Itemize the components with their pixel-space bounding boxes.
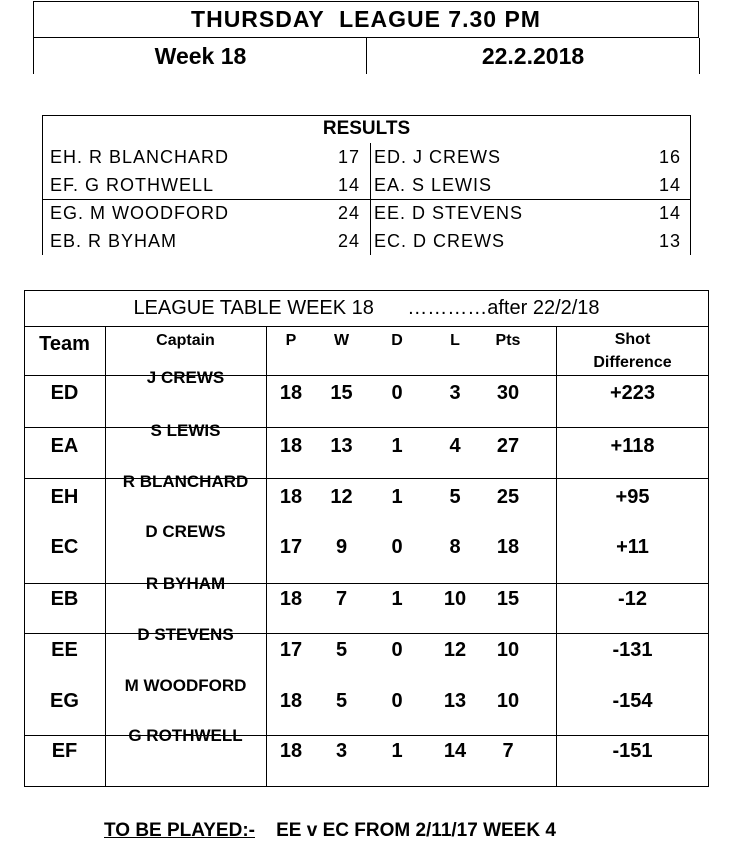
cell-captain: R BYHAM	[145, 574, 226, 593]
header-played: P	[285, 332, 297, 349]
cell-lost: 14	[443, 739, 467, 762]
result-team: EG. M WOODFORD	[50, 202, 229, 223]
cell-played: 18	[279, 689, 303, 712]
result-left-row	[42, 227, 370, 255]
league-table	[24, 290, 709, 787]
results-block	[42, 115, 691, 255]
cell-points: 25	[496, 485, 520, 508]
result-score: 16	[658, 146, 681, 167]
cell-shot-difference: -154	[612, 689, 653, 712]
cell-team: EC	[50, 535, 79, 558]
result-team: EB. R BYHAM	[50, 230, 178, 251]
header-lost: L	[450, 332, 460, 349]
cell-shot-difference: +11	[616, 535, 649, 558]
to-be-played-label: TO BE PLAYED:-	[104, 820, 255, 841]
cell-drawn: 1	[391, 485, 403, 508]
cell-played: 18	[279, 739, 303, 762]
cell-played: 17	[279, 638, 303, 661]
result-score: 14	[658, 202, 681, 223]
result-team: ED. J CREWS	[374, 146, 502, 167]
cell-won: 5	[335, 689, 348, 712]
header-shot: Shot	[614, 331, 651, 348]
cell-played: 18	[279, 485, 303, 508]
cell-team: EB	[50, 587, 79, 610]
cell-team: EE	[51, 638, 78, 661]
header-team: Team	[39, 333, 90, 355]
cell-drawn: 1	[391, 434, 403, 457]
cell-points: 10	[496, 638, 520, 661]
cell-shot-difference: -12	[618, 587, 647, 610]
cell-shot-difference: +95	[615, 485, 650, 508]
cell-lost: 8	[449, 535, 461, 558]
header-info-row	[33, 37, 699, 74]
cell-points: 30	[496, 381, 520, 404]
result-team: EF. G ROTHWELL	[50, 174, 215, 195]
cell-drawn: 0	[391, 638, 403, 661]
header-block	[33, 1, 699, 73]
header-drawn: D	[391, 332, 403, 349]
cell-points: 27	[496, 434, 520, 457]
header-difference: Difference	[593, 354, 672, 371]
cell-points: 10	[496, 689, 520, 712]
cell-lost: 13	[443, 689, 467, 712]
cell-drawn: 0	[391, 535, 403, 558]
cell-won: 5	[335, 638, 348, 661]
cell-points: 15	[496, 587, 520, 610]
cell-team: EG	[50, 689, 79, 712]
cell-lost: 10	[443, 587, 467, 610]
cell-shot-difference: -151	[612, 739, 653, 762]
cell-shot-difference: -131	[612, 638, 653, 661]
cell-won: 3	[335, 739, 348, 762]
cell-captain: G ROTHWELL	[128, 726, 243, 745]
cell-points: 7	[502, 739, 514, 762]
cell-captain: R BLANCHARD	[122, 472, 249, 491]
header-won: W	[333, 332, 350, 349]
result-right-row	[366, 171, 691, 199]
cell-lost: 12	[443, 638, 467, 661]
result-score: 14	[337, 174, 360, 195]
result-left-row	[42, 199, 370, 227]
cell-drawn: 0	[391, 689, 403, 712]
cell-captain: J CREWS	[146, 368, 225, 387]
result-left-row	[42, 143, 370, 171]
cell-lost: 5	[449, 485, 461, 508]
cell-drawn: 1	[391, 739, 403, 762]
header-points: Pts	[495, 332, 521, 349]
cell-lost: 4	[449, 434, 461, 457]
cell-drawn: 1	[391, 587, 403, 610]
result-team: EE. D STEVENS	[374, 202, 524, 223]
cell-won: 9	[335, 535, 348, 558]
cell-won: 7	[335, 587, 348, 610]
result-right-row	[366, 227, 691, 255]
result-score: 13	[658, 230, 681, 251]
cell-played: 18	[279, 434, 303, 457]
result-score: 14	[658, 174, 681, 195]
cell-captain: D CREWS	[145, 522, 226, 541]
cell-played: 18	[279, 587, 303, 610]
cell-shot-difference: +118	[610, 434, 655, 457]
cell-won: 15	[330, 381, 353, 404]
cell-captain: S LEWIS	[150, 421, 221, 440]
cell-team: ED	[50, 381, 79, 404]
cell-won: 12	[330, 485, 353, 508]
result-team: EA. S LEWIS	[374, 174, 493, 195]
cell-points: 18	[496, 535, 520, 558]
cell-captain: D STEVENS	[137, 625, 234, 644]
cell-team: EH	[50, 485, 79, 508]
league-title: THURSDAY LEAGUE 7.30 PM	[33, 1, 699, 37]
cell-lost: 3	[449, 381, 461, 404]
result-score: 17	[337, 146, 360, 167]
result-team: EH. R BLANCHARD	[50, 146, 230, 167]
result-team: EC. D CREWS	[374, 230, 506, 251]
week-label: Week 18	[33, 38, 367, 74]
cell-team: EA	[50, 434, 79, 457]
cell-captain: M WOODFORD	[124, 676, 247, 695]
result-right-row	[366, 143, 691, 171]
cell-played: 17	[279, 535, 303, 558]
cell-shot-difference: +223	[609, 381, 656, 404]
date-label: 22.2.2018	[366, 38, 700, 74]
result-score: 24	[337, 230, 360, 251]
result-score: 24	[337, 202, 360, 223]
result-left-row	[42, 171, 370, 199]
results-title: RESULTS	[322, 118, 411, 139]
cell-played: 18	[279, 381, 303, 404]
to-be-played-text: EE v EC FROM 2/11/17 WEEK 4	[254, 820, 556, 841]
cell-won: 13	[330, 434, 353, 457]
cell-team: EF	[51, 739, 78, 762]
result-right-row	[366, 199, 691, 227]
to-be-played-note	[104, 820, 664, 846]
cell-drawn: 0	[391, 381, 403, 404]
league-table-title: LEAGUE TABLE WEEK 18 …………after 22/2/18	[133, 296, 600, 319]
header-captain: Captain	[156, 332, 215, 349]
